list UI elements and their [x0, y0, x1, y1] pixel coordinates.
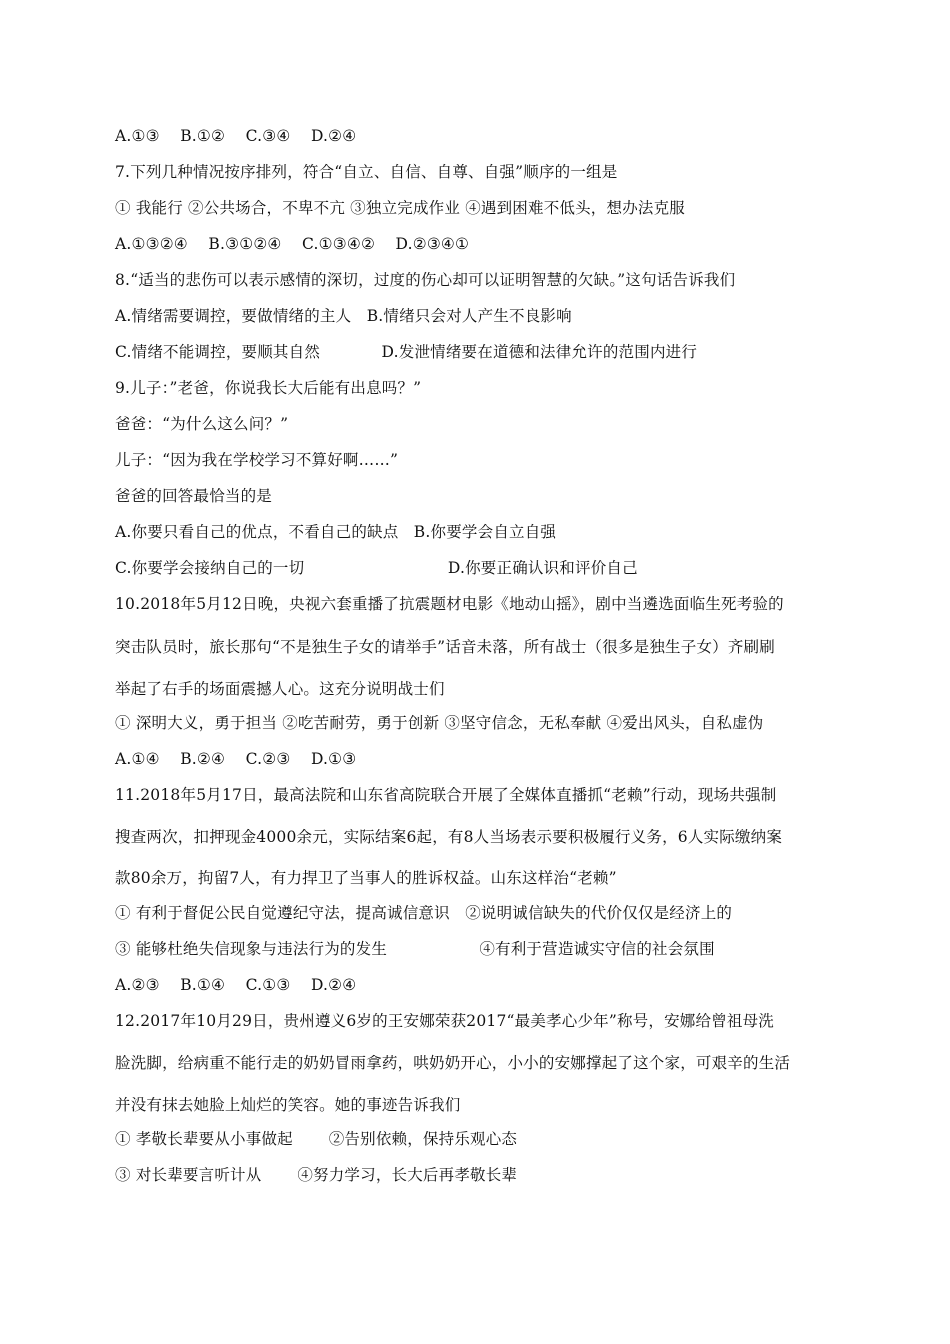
q8-options-ab: A.情绪需要调控，要做情绪的主人 B.情绪只会对人产生不良影响 [115, 307, 572, 325]
q10-stem-3: 举起了右手的场面震撼人心。这充分说明战士们 [115, 680, 445, 698]
q11-items-34: ③ 能够杜绝失信现象与违法行为的发生 ④有利于营造诚实守信的社会氛围 [115, 940, 715, 958]
q7-stem: 7.下列几种情况按序排列，符合“自立、自信、自尊、自强”顺序的一组是 [115, 163, 618, 181]
q6-options: A.①③ B.①② C.③④ D.②④ [115, 127, 357, 145]
q9-stem-3: 儿子：“因为我在学校学习不算好啊……” [115, 451, 399, 469]
q8-options-cd: C.情绪不能调控，要顺其自然 D.发泄情绪要在道德和法律允许的范围内进行 [115, 343, 698, 361]
q9-options-ab: A.你要只看自己的优点，不看自己的缺点 B.你要学会自立自强 [115, 523, 557, 541]
q10-items: ① 深明大义，勇于担当 ②吃苦耐劳，勇于创新 ③坚守信念，无私奉献 ④爱出风头，自私虚伪 [115, 714, 764, 732]
q10-stem-2: 突击队员时，旅长那句“不是独生子女的请举手”话音未落，所有战士（很多是独生子女）齐刷刷 [115, 638, 775, 656]
q9-stem-2: 爸爸：“为什么这么问？” [115, 415, 289, 433]
q9-options-cd: C.你要学会接纳自己的一切 D.你要正确认识和评价自己 [115, 559, 638, 577]
q11-stem-1: 11.2018年5月17日，最高法院和山东省高院联合开展了全媒体直播抓“老赖”行动，现场共强制 [115, 786, 777, 804]
q12-stem-3: 并没有抹去她脸上灿烂的笑容。她的事迹告诉我们 [115, 1096, 461, 1114]
q10-options: A.①④ B.②④ C.②③ D.①③ [115, 750, 357, 768]
q12-stem-1: 12.2017年10月29日，贵州遵义6岁的王安娜荣获2017“最美孝心少年”称号，安娜给曾祖母洗 [115, 1012, 775, 1030]
q12-items-12: ① 孝敬长辈要从小事做起 ②告别依赖，保持乐观心态 [115, 1130, 518, 1148]
q12-stem-2: 脸洗脚，给病重不能行走的奶奶冒雨拿药，哄奶奶开心，小小的安娜撑起了这个家，可艰辛的生活 [115, 1054, 791, 1072]
q11-stem-3: 款80余万，拘留7人，有力捍卫了当事人的胜诉权益。山东这样治“老赖” [115, 869, 617, 887]
q7-items: ① 我能行 ②公共场合，不卑不亢 ③独立完成作业 ④遇到困难不低头，想办法克服 [115, 199, 686, 217]
q10-stem-1: 10.2018年5月12日晚，央视六套重播了抗震题材电影《地动山摇》，剧中当遴选面临生死考验的 [115, 595, 784, 613]
q11-options: A.②③ B.①④ C.①③ D.②④ [115, 976, 357, 994]
q8-stem: 8.“适当的悲伤可以表示感情的深切，过度的伤心却可以证明智慧的欠缺。”这句话告诉我们 [115, 271, 736, 289]
q9-stem-1: 9.儿子：”老爸，你说我长大后能有出息吗？” [115, 379, 422, 397]
q11-items-12: ① 有利于督促公民自觉遵纪守法，提高诚信意识 ②说明诚信缺失的代价仅仅是经济上的 [115, 904, 733, 922]
q9-stem-4: 爸爸的回答最恰当的是 [115, 487, 273, 505]
q12-items-34: ③ 对长辈要言听计从 ④努力学习，长大后再孝敬长辈 [115, 1166, 518, 1184]
q11-stem-2: 搜查两次，扣押现金4000余元，实际结案6起，有8人当场表示要积极履行义务，6人实际缴纳案 [115, 828, 783, 846]
q7-options: A.①③②④ B.③①②④ C.①③④② D.②③④① [115, 235, 470, 253]
